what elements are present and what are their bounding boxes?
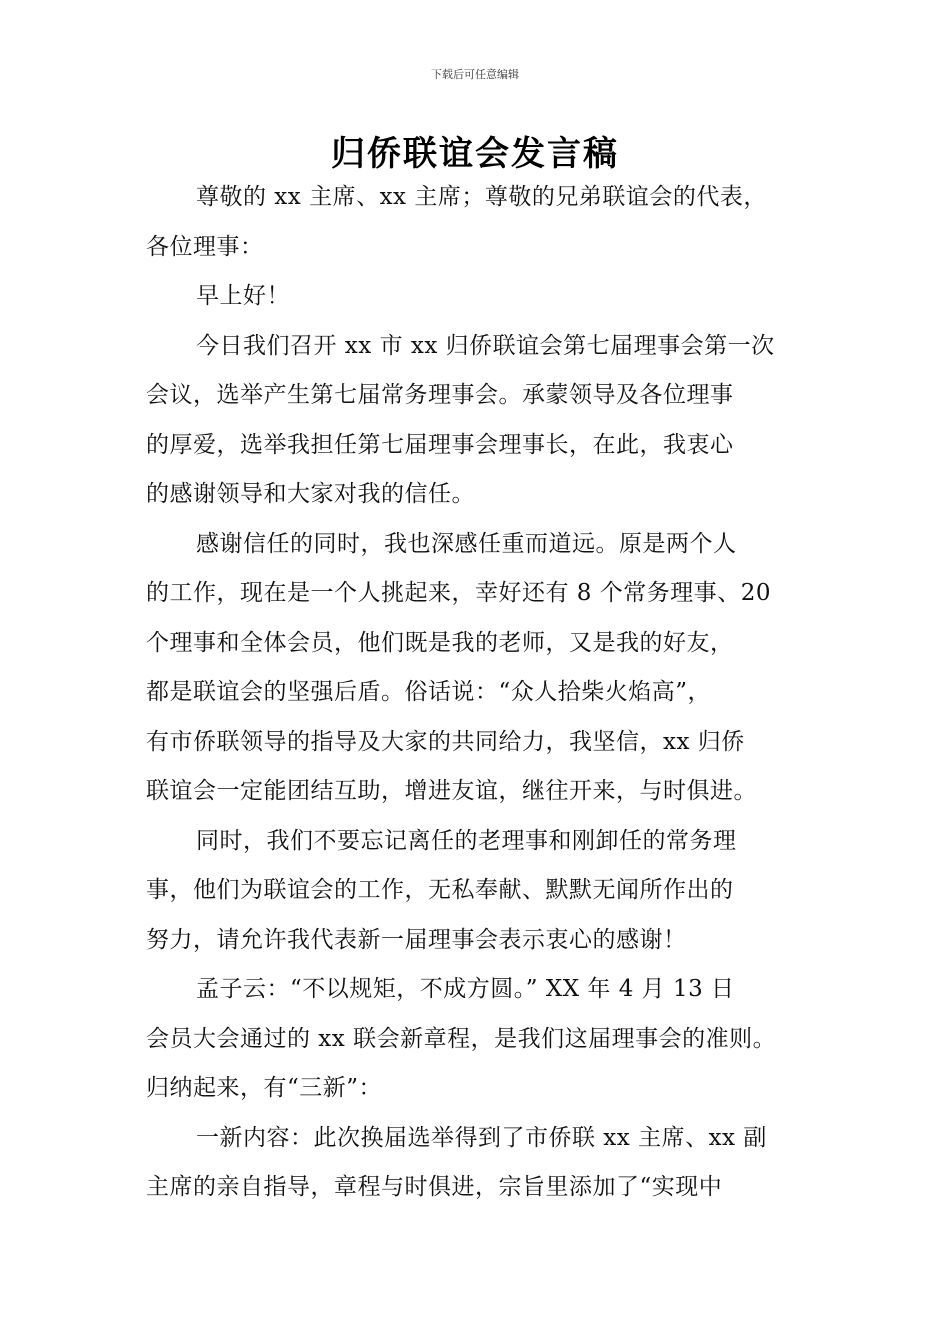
text-line: 个理事和全体会员，他们既是我的老师，又是我的好友， bbox=[146, 629, 734, 656]
text-line: 归纳起来，有“三新”： bbox=[146, 1075, 383, 1101]
text-line: 有市侨联领导的指导及大家的共同给力，我坚信，xx 归侨 bbox=[146, 728, 745, 755]
text-line: 的工作，现在是一个人挑起来，幸好还有 8 个常务理事、20 bbox=[146, 580, 772, 606]
text-line: 早上好！ bbox=[196, 283, 290, 309]
text-line: 的感谢领导和大家对我的信任。 bbox=[146, 481, 475, 507]
text-line: 联谊会一定能团结互助，增进友谊，继往开来，与时俱进。 bbox=[146, 778, 757, 804]
text-line: 主席的亲自指导，章程与时俱进，宗旨里添加了“实现中 bbox=[146, 1174, 723, 1200]
text-line: 的厚爱，选举我担任第七届理事会理事长，在此，我衷心 bbox=[146, 431, 734, 458]
text-line: 各位理事： bbox=[146, 233, 264, 260]
document-title: 归侨联谊会发言稿 bbox=[331, 134, 619, 174]
text-line: 一新内容：此次换届选举得到了市侨联 xx 主席、xx 副 bbox=[196, 1124, 767, 1151]
text-line: 同时，我们不要忘记离任的老理事和刚卸任的常务理 bbox=[196, 827, 737, 854]
text-line: 会员大会通过的 xx 联会新章程，是我们这届理事会的准则。 bbox=[146, 1025, 777, 1052]
text-line: 今日我们召开 xx 市 xx 归侨联谊会第七届理事会第一次 bbox=[196, 332, 775, 359]
header-note: 下载后可任意编辑 bbox=[431, 68, 519, 81]
text-line: 事，他们为联谊会的工作，无私奉献、默默无闻所作出的 bbox=[146, 877, 734, 903]
text-line: 孟子云：“不以规矩，不成方圆。” XX 年 4 月 13 日 bbox=[196, 976, 735, 1002]
speech-body bbox=[146, 173, 818, 1213]
text-line: 尊敬的 xx 主席、xx 主席；尊敬的兄弟联谊会的代表， bbox=[196, 184, 767, 210]
text-line: 感谢信任的同时，我也深感任重而道远。原是两个人 bbox=[196, 530, 737, 557]
text-line: 努力，请允许我代表新一届理事会表示衷心的感谢！ bbox=[146, 926, 687, 953]
text-line: 都是联谊会的坚强后盾。俗话说：“众人拾柴火焰高”， bbox=[146, 679, 712, 705]
text-line: 会议，选举产生第七届常务理事会。承蒙领导及各位理事 bbox=[146, 382, 734, 408]
